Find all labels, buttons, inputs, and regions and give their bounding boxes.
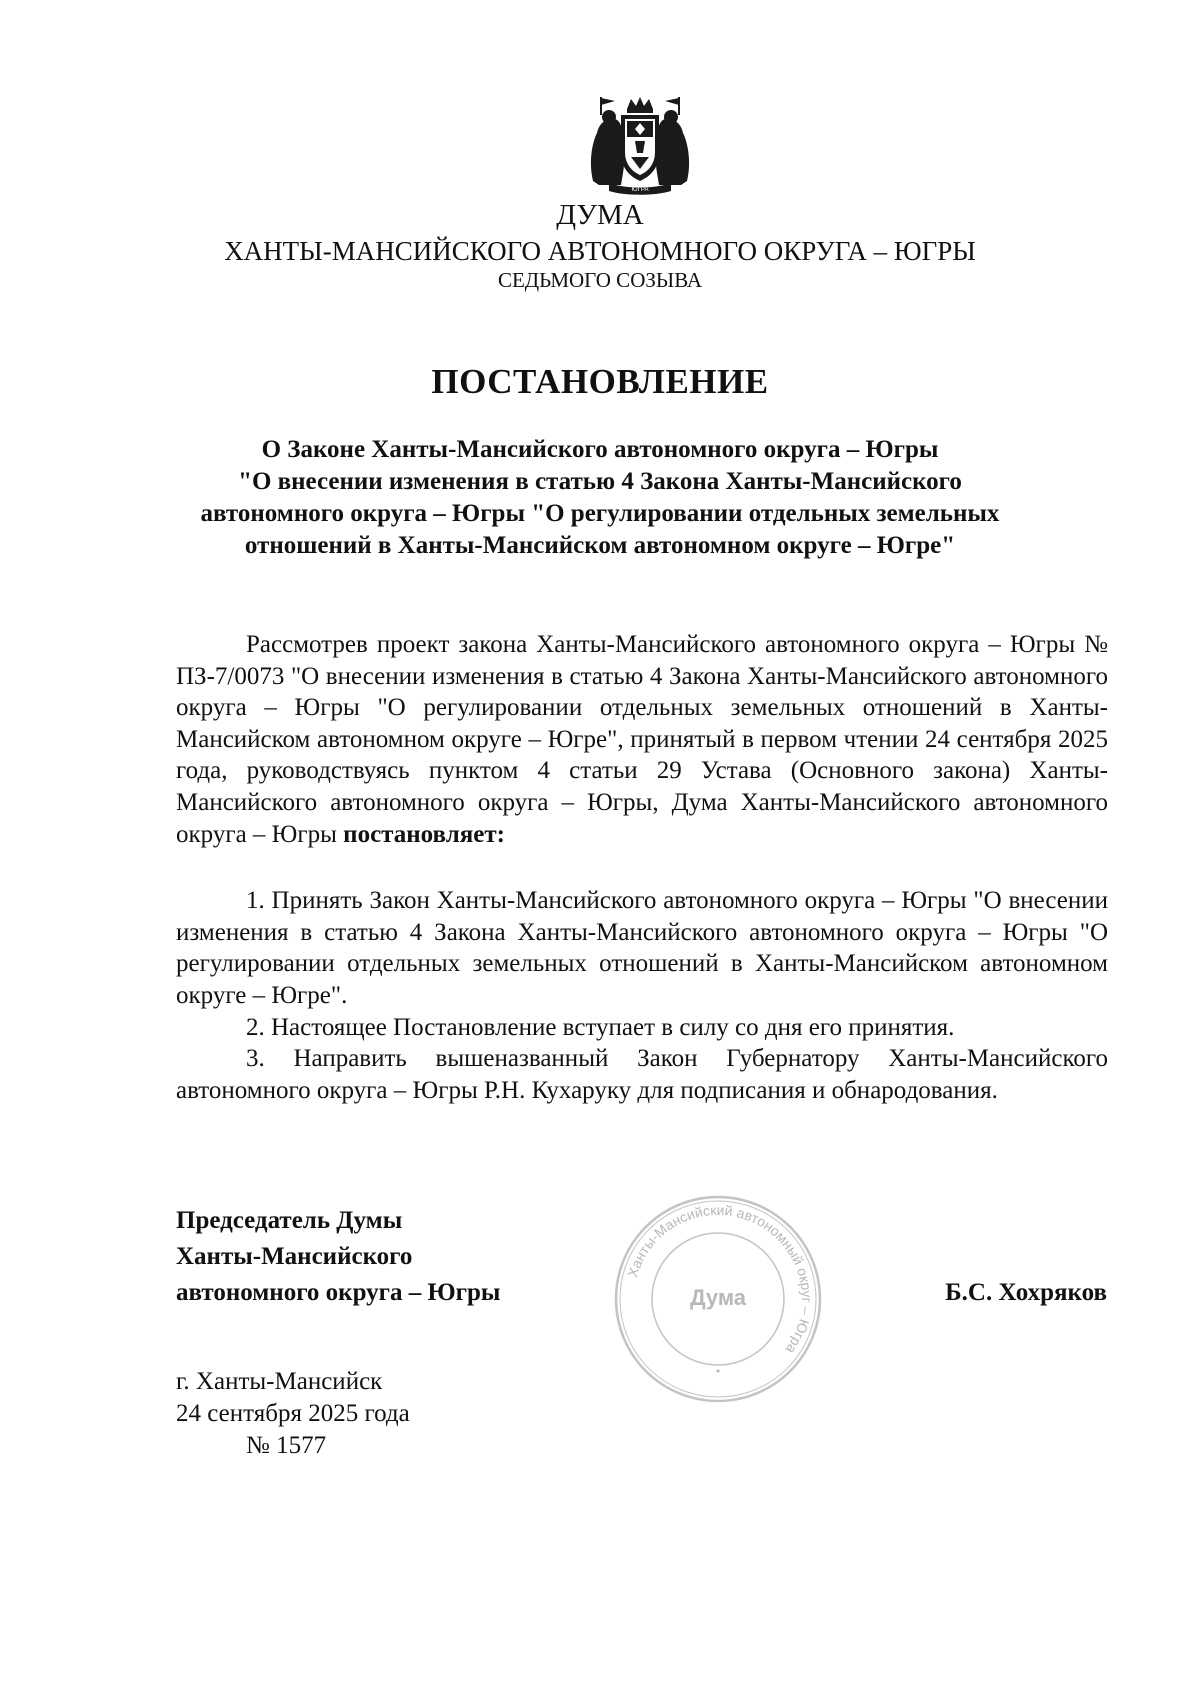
stamp-ring-text: Ханты-Мансийский автономный округ – Югра <box>624 1201 816 1357</box>
signer-name: Б.С. Хохряков <box>945 1279 1107 1306</box>
subject-line: "О внесении изменения в статью 4 Закона Ханты-Мансийского <box>238 468 962 495</box>
document-date: 24 сентября 2025 года <box>176 1400 410 1427</box>
document-type-heading: ПОСТАНОВЛЕНИЕ <box>431 362 769 401</box>
document-subject <box>150 434 1050 562</box>
signature-position-line: Председатель Думы <box>176 1207 403 1234</box>
preamble-paragraph <box>176 629 1108 850</box>
resolution-item-2: 2. Настоящее Постановление вступает в силу со дня его принятия. <box>246 1013 955 1041</box>
signature-position-line: автономного округа – Югры <box>176 1279 501 1306</box>
resolves-word: постановляет: <box>343 820 505 848</box>
city: г. Ханты-Мансийск <box>176 1368 383 1395</box>
resolution-item-1: 1. Принять Закон Ханты-Мансийского автономного округа – Югры "О внесении изменения в статью 4 Закона Ханты-Мансийского автономного округа – Югры "О регулировании отдельных земельных отношений в Ханты-Мансийском автономном округе – Югре". <box>176 887 1108 1009</box>
duma-region: ХАНТЫ-МАНСИЙСКОГО АВТОНОМНОГО ОКРУГА – ЮГРЫ <box>224 236 976 266</box>
duma-convocation: СЕДЬМОГО СОЗЫВА <box>497 268 703 292</box>
document-number: № 1577 <box>246 1432 327 1459</box>
subject-line: отношений в Ханты-Мансийском автономном округе – Югре" <box>244 532 956 559</box>
official-stamp <box>612 1193 824 1405</box>
resolution-item-3: 3. Направить вышеназванный Закон Губернатору Ханты-Мансийского автономного округа – Югры Р.Н. Кухаруку для подписания и обнародования. <box>176 1045 1108 1104</box>
document-body <box>176 629 1108 1106</box>
duma-title: ДУМА <box>556 199 644 231</box>
signature-position-line: Ханты-Мансийского <box>176 1243 413 1270</box>
place-date-block <box>176 1366 410 1462</box>
signature-position <box>176 1203 500 1311</box>
emblem-ribbon-text: ЮГРА <box>631 187 649 193</box>
preamble-text: Рассмотрев проект закона Ханты-Мансийского автономного округа – Югры № ПЗ-7/0073 "О внесении изменения в статью 4 Закона Ханты-Мансийского автономного округа – Югры "О регулировании отдельных земельных отношений в Ханты-Мансийском автономном округе – Югре", принятый в первом чтении 24 сентября 2025 года, руководствуясь пунктом 4 статьи 29 Устава (Основного закона) Ханты-Мансийского автономного округа – Югры, Дума Ханты-Мансийского автономного округа – Югры <box>176 631 1108 848</box>
subject-line: О Законе Ханты-Мансийского автономного округа – Югры <box>261 436 939 463</box>
subject-line: автономного округа – Югры "О регулировании отдельных земельных <box>200 500 1000 527</box>
coat-of-arms-icon <box>585 95 695 197</box>
stamp-center-text: Дума <box>689 1285 747 1310</box>
